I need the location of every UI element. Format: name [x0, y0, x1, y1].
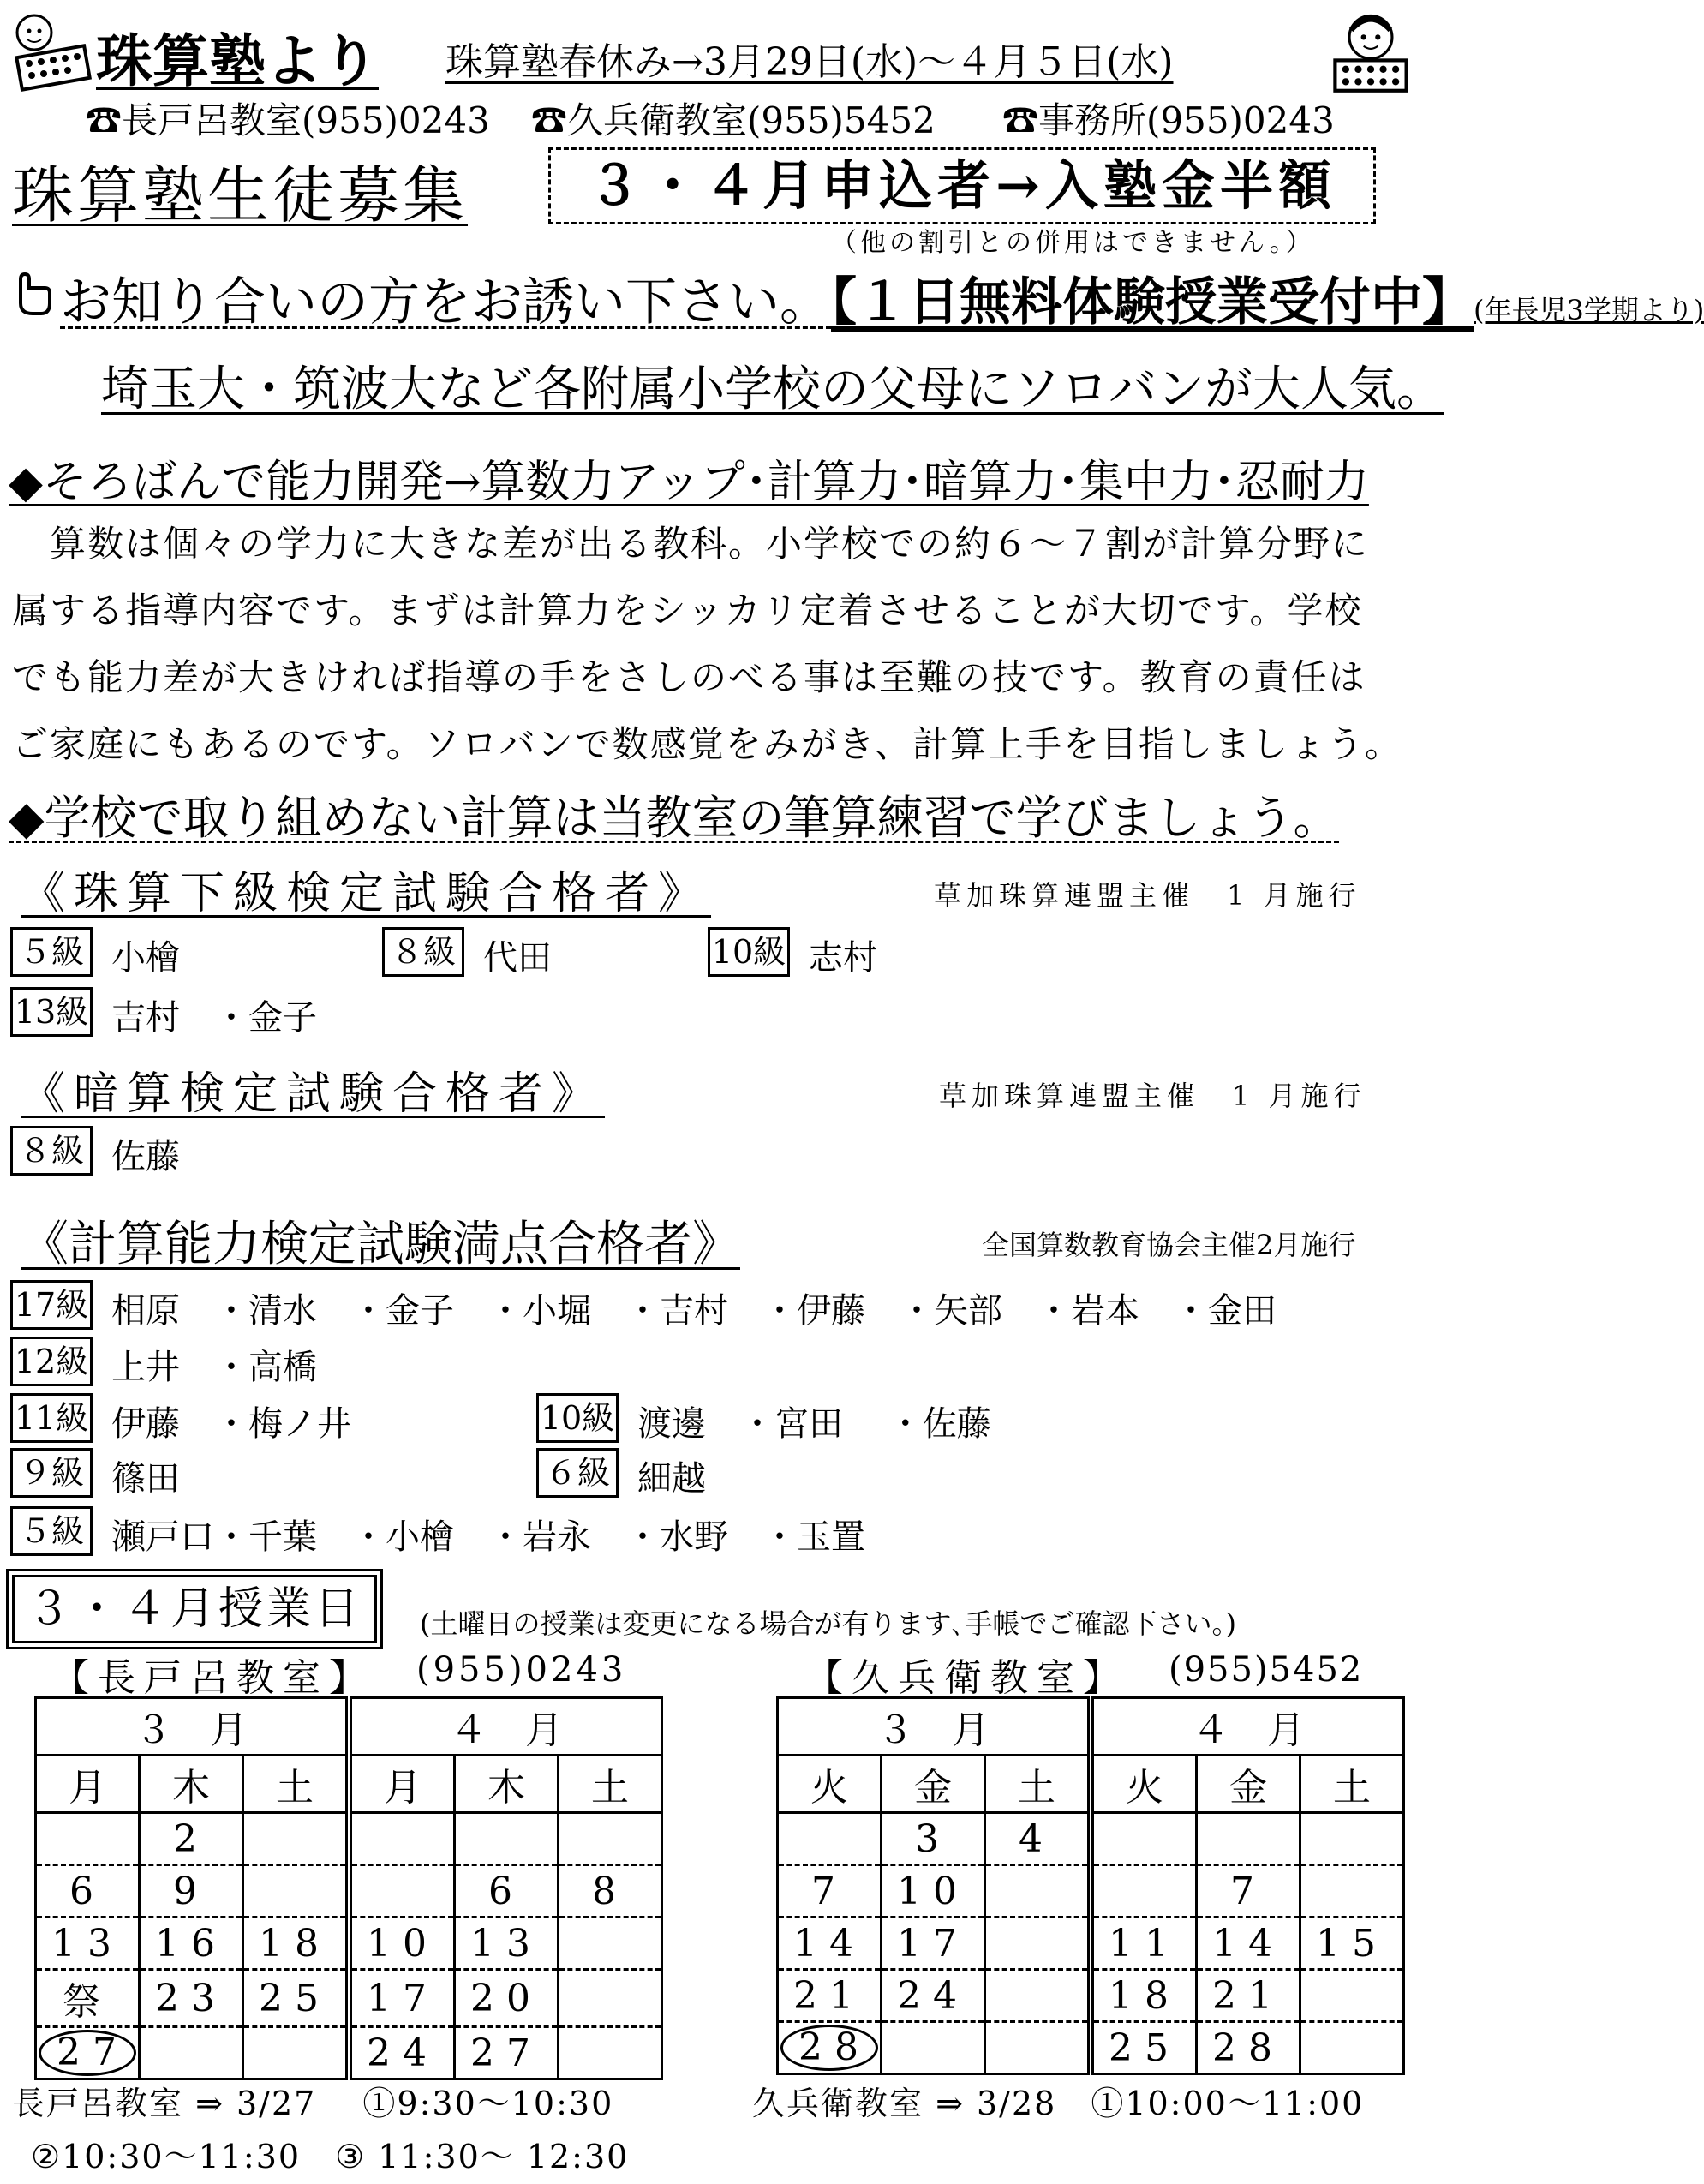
day-cell: [559, 1970, 662, 2027]
popular-message: 埼玉大・筑波大など各附属小学校の父母にソロバンが大人気。: [101, 362, 1444, 417]
result-title-1: 《珠算下級検定試験合格者》: [21, 868, 712, 919]
day-cell: [455, 1813, 559, 1865]
day-cell: [243, 1813, 350, 1865]
month-header: ３ 月: [778, 1698, 1091, 1756]
day-cell: 24: [349, 2027, 455, 2079]
weekday-header: 月: [349, 1756, 455, 1813]
month-header: ４ 月: [349, 1698, 662, 1756]
weekday-header: 土: [985, 1756, 1091, 1813]
day-cell: 13: [36, 1918, 140, 1970]
day-cell: [349, 1813, 455, 1865]
day-cell: 4: [985, 1813, 1091, 1865]
passer-names: 志村: [809, 938, 877, 978]
passer-names: 細越: [637, 1459, 706, 1499]
passer-names: 渡邊 ・宮田 ・佐藤: [637, 1404, 991, 1444]
recruit-offer: ３・４月申込者→入塾金半額: [548, 147, 1376, 224]
level-badge: 10級: [708, 927, 790, 977]
recruit-title: 珠算塾生徒募集: [12, 159, 469, 231]
day-cell: [1091, 1813, 1197, 1865]
day-cell: [559, 1918, 662, 1970]
holiday-notice: 珠算塾春休み→3月29日(水)〜４月５日(水): [445, 40, 1174, 84]
result-sponsor-1: 草加珠算連盟主催 1 月施行: [934, 879, 1361, 912]
result-title-2: 《暗算検定試験合格者》: [21, 1068, 606, 1120]
day-cell-circled: [36, 2027, 140, 2079]
day-cell: 6: [455, 1865, 559, 1918]
weekday-header: 木: [140, 1756, 243, 1813]
passer-names: 伊藤 ・梅ノ井: [111, 1404, 351, 1444]
day-cell: [36, 1813, 140, 1865]
day-cell: 17: [349, 1970, 455, 2027]
pointing-hand-icon: [12, 272, 55, 320]
page-title: 珠算塾より: [96, 27, 379, 94]
room-2-event-time: 久兵衛教室 ⇒ 3/28 ①10:00〜11:00: [752, 2085, 1365, 2122]
passer-names: 瀬戸口・千葉 ・小檜 ・岩永 ・水野 ・玉置: [111, 1517, 865, 1557]
weekday-header: 火: [778, 1756, 882, 1813]
day-cell: [349, 1865, 455, 1918]
day-cell: [882, 2022, 985, 2074]
result-sponsor-2: 草加珠算連盟主催 1 月施行: [939, 1080, 1366, 1112]
day-cell: [1197, 1813, 1300, 1865]
day-cell: [140, 2027, 243, 2079]
section1-heading: ◆そろばんで能力開発→算数力アップ･計算力･暗算力･集中力･忍耐力: [9, 457, 1369, 508]
circled-day: 28: [780, 2025, 878, 2071]
invite-message: お知り合いの方をお誘い下さい。: [60, 272, 831, 332]
day-cell: [1300, 1865, 1404, 1918]
room-1-name: 【長戸呂教室】: [51, 1656, 375, 1700]
day-cell: [1300, 2022, 1404, 2074]
passer-names: 相原 ・清水 ・金子 ・小堀 ・吉村 ・伊藤 ・矢部 ・岩本 ・金田: [111, 1291, 1277, 1331]
invite-text: [60, 261, 1704, 335]
day-cell: 25: [243, 1970, 350, 2027]
level-badge: 17級: [10, 1280, 93, 1330]
day-cell: [243, 2027, 350, 2079]
passer-names: 篠田: [111, 1459, 180, 1499]
day-cell: 6: [36, 1865, 140, 1918]
contact-phone-2: ☎久兵衛教室(955)5452: [531, 99, 936, 141]
schedule-title: ３・４月授業日: [12, 1575, 377, 1643]
passer-names: 上井 ・高橋: [111, 1348, 317, 1387]
day-cell: 7: [778, 1865, 882, 1918]
weekday-header: 木: [455, 1756, 559, 1813]
day-cell: 7: [1197, 1865, 1300, 1918]
level-badge: ９級: [10, 1448, 93, 1498]
section1-line-3: でも能力差が大きければ指導の手をさしのべる事は至難の技です。教育の責任は: [12, 656, 1366, 698]
day-cell: [559, 1813, 662, 1865]
day-cell: 24: [882, 1970, 985, 2022]
day-cell: 16: [140, 1918, 243, 1970]
day-cell: [1300, 1813, 1404, 1865]
room-1-event-time: 長戸呂教室 ⇒ 3/27 ①9:30〜10:30: [12, 2085, 614, 2122]
abacus-girl-icon: [1326, 7, 1415, 96]
day-cell: 15: [1300, 1918, 1404, 1970]
weekday-header: 土: [1300, 1756, 1404, 1813]
weekday-header: 金: [1197, 1756, 1300, 1813]
day-cell-circled: [778, 2022, 882, 2074]
day-cell: 3: [882, 1813, 985, 1865]
room-1-phone: (955)0243: [416, 1650, 627, 1690]
day-cell: 18: [243, 1918, 350, 1970]
day-cell: 21: [1197, 1970, 1300, 2022]
level-badge: ６級: [536, 1448, 619, 1498]
day-cell: 17: [882, 1918, 985, 1970]
level-badge: ５級: [10, 927, 93, 977]
result-title-3: 《計算能力検定試験満点合格者》: [21, 1217, 740, 1272]
room-2-name: 【久兵衛教室】: [805, 1656, 1129, 1700]
day-cell: 8: [559, 1865, 662, 1918]
event-time-slots: ②10:30〜11:30 ③ 11:30〜 12:30: [31, 2138, 630, 2175]
day-cell: [985, 1918, 1091, 1970]
section1-line-4: ご家庭にもあるのです。ソロバンで数感覚をみがき、計算上手を目指しましょう。: [12, 723, 1402, 765]
trial-note: (年長児3学期より): [1474, 294, 1704, 326]
trial-offer: 【１日無料体験授業受付中】: [831, 272, 1474, 332]
schedule-note: (土曜日の授業は変更になる場合が有ります､手帳でご確認下さい。): [420, 1607, 1236, 1640]
passer-names: 小檜: [111, 938, 180, 978]
day-cell: [985, 1865, 1091, 1918]
result-sponsor-3: 全国算数教育協会主催2月施行: [982, 1229, 1356, 1261]
calendar-kubee: [776, 1696, 1405, 2075]
day-cell: 祭: [36, 1970, 140, 2027]
day-cell: [243, 1865, 350, 1918]
calendar-nagatoro: [34, 1696, 663, 2080]
day-cell: 14: [1197, 1918, 1300, 1970]
passer-names: 吉村 ・金子: [111, 998, 317, 1038]
day-cell: 2: [140, 1813, 243, 1865]
day-cell: [559, 2027, 662, 2079]
level-badge: 10級: [536, 1393, 619, 1443]
level-badge: ８級: [382, 927, 464, 977]
circled-day: 27: [39, 2030, 136, 2076]
day-cell: 20: [455, 1970, 559, 2027]
month-header: ４ 月: [1091, 1698, 1404, 1756]
weekday-header: 金: [882, 1756, 985, 1813]
weekday-header: 土: [559, 1756, 662, 1813]
section1-line-2: 属する指導内容です。まずは計算力をシッカリ定着させることが大切です。学校: [12, 589, 1363, 631]
day-cell: 10: [882, 1865, 985, 1918]
abacus-boy-icon: [9, 7, 94, 93]
day-cell: [778, 1813, 882, 1865]
day-cell: 21: [778, 1970, 882, 2022]
contact-phone-1: ☎長戸呂教室(955)0243: [86, 99, 490, 141]
weekday-header: 火: [1091, 1756, 1197, 1813]
weekday-header: 月: [36, 1756, 140, 1813]
section1-line-1: 算数は個々の学力に大きな差が出る教科。小学校での約６〜７割が計算分野に: [12, 523, 1370, 565]
month-header: ３ 月: [36, 1698, 350, 1756]
day-cell: [1300, 1970, 1404, 2022]
day-cell: 9: [140, 1865, 243, 1918]
level-badge: 13級: [10, 987, 93, 1037]
passer-names: 代田: [483, 938, 552, 978]
day-cell: 13: [455, 1918, 559, 1970]
passer-names: 佐藤: [111, 1137, 180, 1176]
contact-phone-3: ☎事務所(955)0243: [1002, 99, 1335, 141]
day-cell: 28: [1197, 2022, 1300, 2074]
weekday-header: 土: [243, 1756, 350, 1813]
level-badge: ５級: [10, 1506, 93, 1556]
level-badge: ８級: [10, 1126, 93, 1176]
recruit-note: （他の割引との併用はできません。）: [831, 228, 1315, 258]
day-cell: [985, 1970, 1091, 2022]
room-2-phone: (955)5452: [1169, 1650, 1364, 1690]
day-cell: 23: [140, 1970, 243, 2027]
section2-heading: ◆学校で取り組めない計算は当教室の筆算練習で学びましょう。: [9, 791, 1340, 845]
level-badge: 12級: [10, 1337, 93, 1386]
day-cell: [985, 2022, 1091, 2074]
day-cell: 11: [1091, 1918, 1197, 1970]
day-cell: 27: [455, 2027, 559, 2079]
day-cell: 14: [778, 1918, 882, 1970]
day-cell: [1091, 1865, 1197, 1918]
day-cell: 25: [1091, 2022, 1197, 2074]
day-cell: 18: [1091, 1970, 1197, 2022]
level-badge: 11級: [10, 1393, 93, 1443]
day-cell: 10: [349, 1918, 455, 1970]
